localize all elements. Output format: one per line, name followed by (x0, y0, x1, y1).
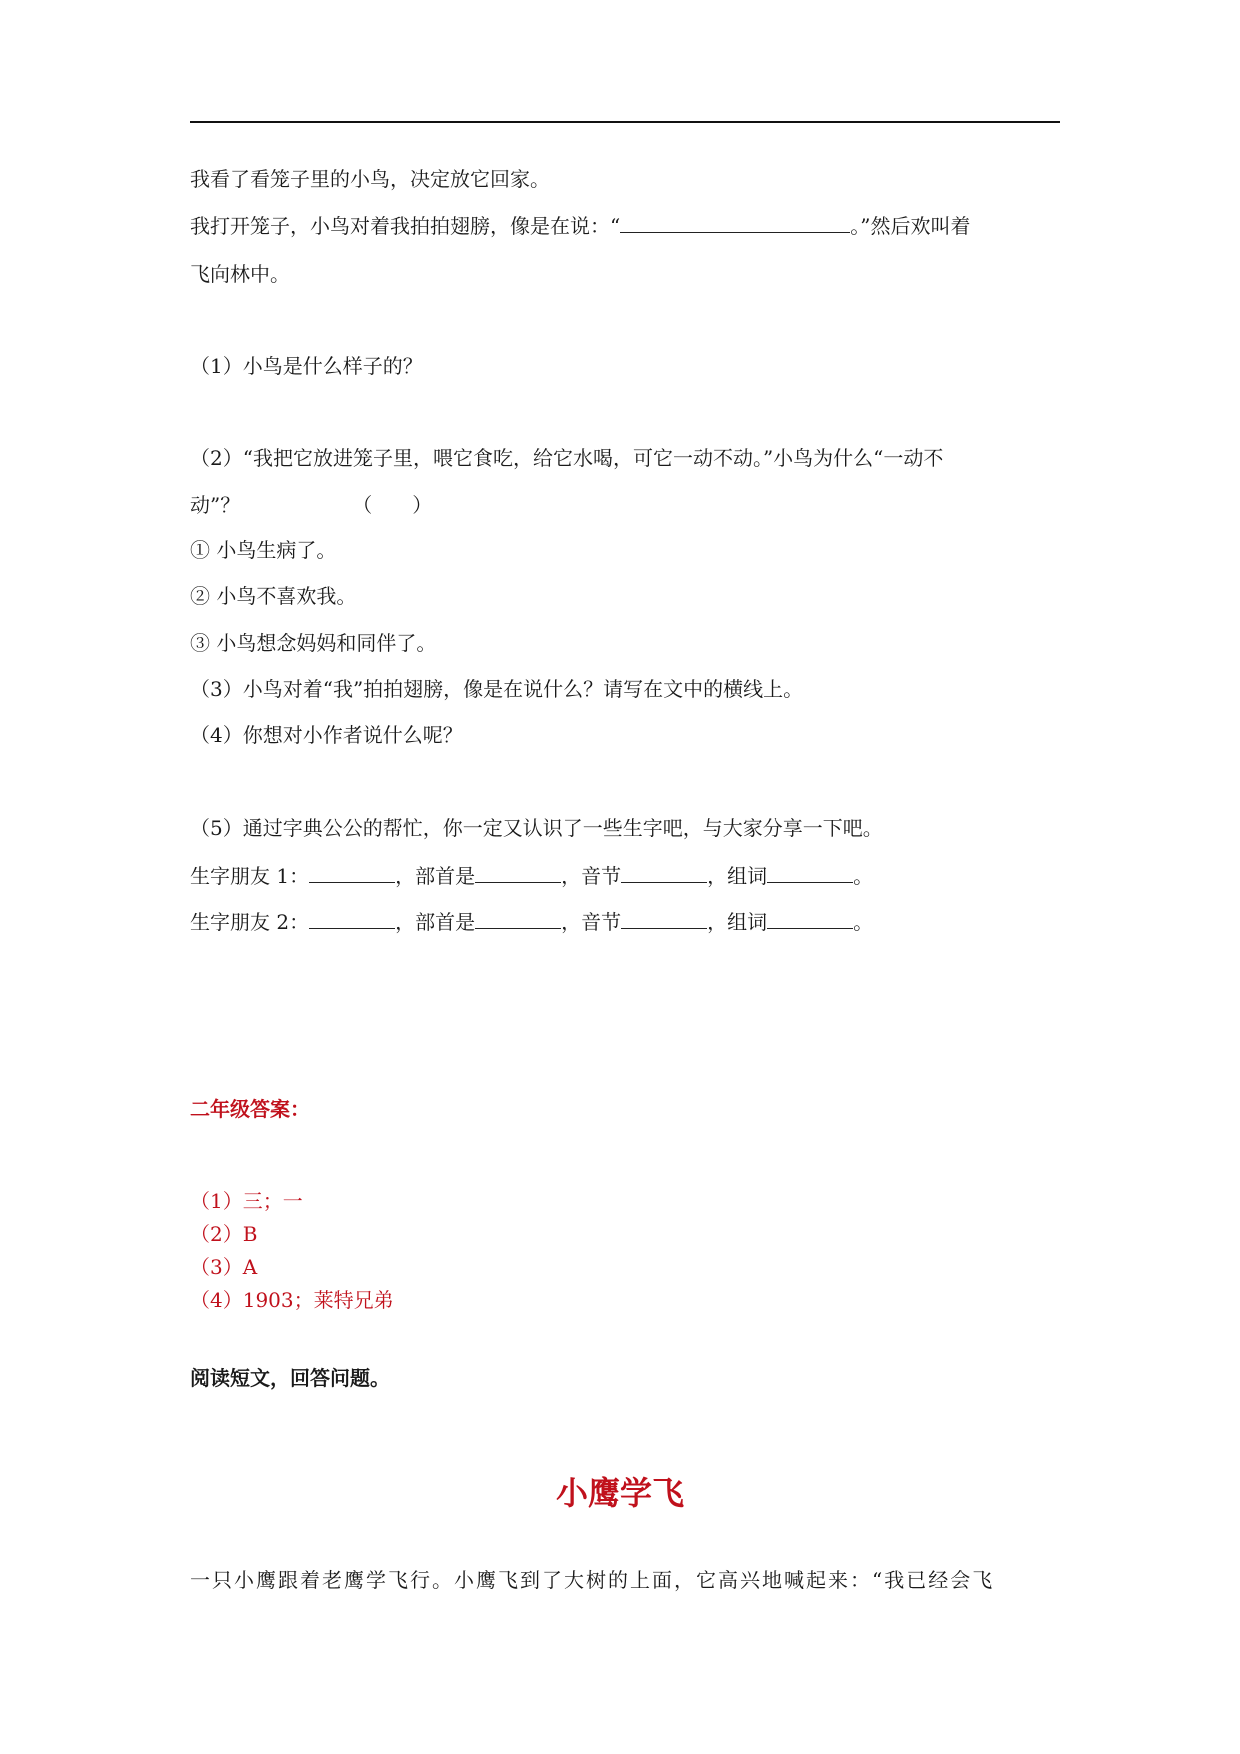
passage-line-2-start: 我打开笼子，小鸟对着我拍拍翅膀，像是在说：“ (190, 214, 621, 238)
syllable-blank-2[interactable] (621, 908, 707, 929)
new-word-row-1 (190, 862, 873, 888)
question-2-line-2-text: 动”？ (190, 493, 241, 517)
answer-paren[interactable]: （ ） (352, 493, 433, 517)
end-mark: 。 (853, 864, 874, 888)
story-title: 小鹰学飞 (555, 1474, 684, 1512)
option-1: ① 小鸟生病了。 (190, 538, 337, 562)
question-2-line-1: （2）“我把它放进笼子里，喂它食吃，给它水喝，可它一动不动。”小鸟为什么“一动不 (190, 446, 944, 470)
word-blank-1[interactable] (767, 862, 853, 883)
radical-label: ，部首是 (395, 910, 476, 934)
new-word-label-1: 生字朋友 1： (190, 864, 310, 888)
syllable-label: ，音节 (561, 864, 622, 888)
end-mark: 。 (853, 910, 874, 934)
passage-line-2-end: 。”然后欢叫着 (850, 214, 971, 238)
passage-line-3: 飞向林中。 (190, 262, 290, 286)
answers-title: 二年级答案： (190, 1097, 310, 1121)
syllable-label: ，音节 (561, 910, 622, 934)
word-blank-2[interactable] (767, 908, 853, 929)
answer-blank-quote[interactable] (620, 212, 850, 233)
answer-item-4: （4）1903；莱特兄弟 (190, 1288, 394, 1312)
question-5: （5）通过字典公公的帮忙，你一定又认识了一些生字吧，与大家分享一下吧。 (190, 816, 883, 840)
new-word-char-blank-2[interactable] (309, 908, 395, 929)
question-3: （3）小鸟对着“我”拍拍翅膀，像是在说什么？请写在文中的横线上。 (190, 677, 804, 701)
word-label: ，组词 (707, 910, 768, 934)
header-rule (190, 121, 1060, 123)
new-word-row-2 (190, 908, 873, 934)
radical-label: ，部首是 (395, 864, 476, 888)
passage-line-2 (190, 212, 970, 238)
question-4: （4）你想对小作者说什么呢？ (190, 723, 463, 747)
passage-line-1: 我看了看笼子里的小鸟，决定放它回家。 (190, 167, 550, 191)
radical-blank-2[interactable] (475, 908, 561, 929)
answer-item-3: （3）A (190, 1255, 258, 1279)
option-2: ② 小鸟不喜欢我。 (190, 584, 357, 608)
option-3: ③ 小鸟想念妈妈和同伴了。 (190, 631, 437, 655)
new-word-char-blank-1[interactable] (309, 862, 395, 883)
new-word-label-2: 生字朋友 2： (190, 910, 310, 934)
reading-instruction: 阅读短文，回答问题。 (190, 1366, 390, 1390)
question-2-line-2 (190, 493, 432, 517)
syllable-blank-1[interactable] (621, 862, 707, 883)
answer-item-1: （1）三；一 (190, 1189, 303, 1213)
question-1: （1）小鸟是什么样子的？ (190, 354, 423, 378)
radical-blank-1[interactable] (475, 862, 561, 883)
story-first-line: 一只小鹰跟着老鹰学飞行。小鹰飞到了大树的上面，它高兴地喊起来：“我已经会飞 (190, 1568, 995, 1592)
word-label: ，组词 (707, 864, 768, 888)
answer-item-2: （2）B (190, 1222, 258, 1246)
